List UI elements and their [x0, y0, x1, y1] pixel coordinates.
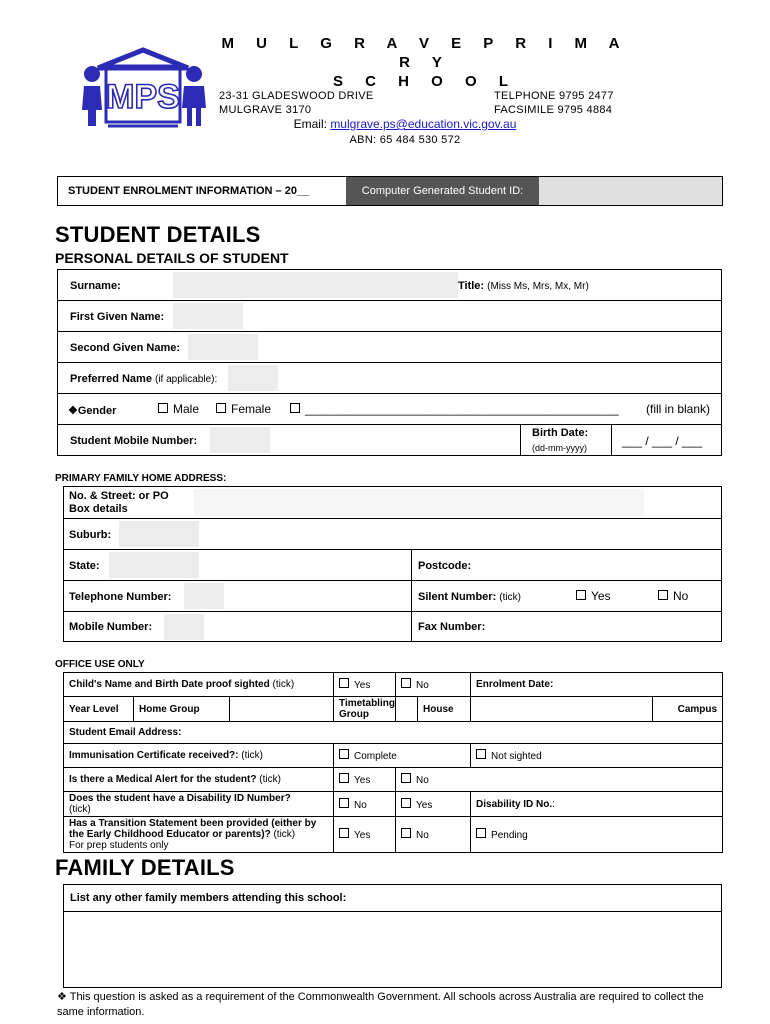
title-label-text: Title: [458, 280, 485, 292]
timetabling-group-field[interactable] [396, 697, 418, 722]
silent-no-checkbox[interactable] [658, 590, 668, 600]
title-label [458, 280, 589, 292]
school-fax: FACSIMILE 9795 4884 [494, 104, 613, 116]
silent-yes-label: Yes [591, 589, 611, 603]
transition-yes-label: Yes [354, 830, 371, 841]
medical-yes-label: Yes [354, 775, 371, 786]
footnote: ❖ This question is asked as a requirement of the Commonwealth Government. All schools across Australia are required to collect the same information. [57, 991, 704, 1018]
street-label: No. & Street: or PO Box details [69, 490, 169, 515]
proof-sighted-label: Child's Name and Birth Date proof sighted [69, 679, 270, 690]
proof-yes-checkbox[interactable] [339, 678, 349, 688]
address-line1: 23-31 GLADESWOOD DRIVE [219, 90, 374, 102]
disability-no-cell[interactable] [334, 792, 396, 817]
disability-row [64, 792, 723, 817]
family-details-box [63, 884, 722, 988]
silent-no-option[interactable] [658, 589, 688, 603]
other-gender-checkbox[interactable] [290, 403, 300, 413]
student-details-heading: STUDENT DETAILS [55, 222, 261, 247]
fill-in-blank-note: (fill in blank) [646, 402, 711, 416]
school-abn: ABN: 65 484 530 572 [349, 134, 461, 146]
telephone-label: Telephone Number: [69, 591, 172, 603]
birth-divider-left [520, 425, 521, 456]
office-use-heading: OFFICE USE ONLY [55, 659, 145, 670]
family-mobile-field[interactable] [164, 614, 204, 640]
birth-divider-right [611, 425, 612, 456]
preferred-name-text: Preferred Name [70, 373, 152, 385]
proof-sighted-note: (tick) [272, 679, 295, 690]
mobile-birth-row [58, 425, 721, 456]
male-checkbox[interactable] [158, 403, 168, 413]
preferred-name-note: (if applicable): [155, 374, 218, 385]
school-name-line2: S C H O O L [332, 73, 517, 90]
complete-cell[interactable] [334, 744, 471, 768]
surname-field[interactable] [173, 272, 458, 298]
house-field[interactable] [471, 697, 653, 722]
transition-pending-cell[interactable] [471, 817, 723, 853]
year-level-label: Year Level [64, 697, 134, 722]
telephone-field[interactable] [184, 583, 224, 609]
disability-id-label: Disability ID No. [476, 798, 553, 810]
gender-female-option[interactable] [216, 402, 271, 416]
disability-note: (tick) [69, 804, 91, 815]
second-name-label: Second Given Name: [70, 342, 181, 354]
disability-id-colon: : [552, 798, 555, 810]
male-label: Male [173, 402, 200, 416]
street-field[interactable] [194, 489, 644, 516]
state-postcode-row [64, 550, 721, 581]
gender-label: ❖Gender [68, 405, 117, 417]
school-name-line1: M U L G R A V E P R I M A R Y [221, 35, 629, 71]
birth-date-field[interactable]: ___ / ___ / ___ [622, 434, 703, 448]
medical-no-checkbox[interactable] [401, 773, 411, 783]
house-label: House [418, 697, 471, 722]
home-group-label: Home Group [134, 697, 230, 722]
gender-male-option[interactable] [158, 402, 199, 416]
school-logo [78, 46, 208, 130]
medical-yes-cell[interactable] [334, 768, 396, 792]
school-email-line [230, 117, 580, 131]
family-members-label: List any other family members attending this school: [70, 892, 347, 904]
school-address [219, 89, 374, 117]
address-box [63, 486, 722, 642]
student-id-field[interactable] [539, 177, 722, 205]
silent-no-label: No [673, 589, 689, 603]
family-mobile-label: Mobile Number: [69, 621, 153, 633]
disability-cell [64, 792, 334, 817]
title-options: (Miss Ms, Mrs, Mx, Mr) [487, 281, 589, 292]
family-details-heading: FAMILY DETAILS [55, 855, 235, 880]
logo-text: MPS [106, 78, 180, 116]
student-mobile-label: Student Mobile Number: [70, 435, 198, 447]
proof-yes-cell[interactable] [334, 673, 396, 697]
campus-label: Campus [653, 697, 723, 722]
disability-id-cell [471, 792, 723, 817]
prep-only-note: For prep students only [69, 840, 169, 851]
disability-no-checkbox[interactable] [339, 798, 349, 808]
first-name-row [58, 301, 721, 332]
family-members-row [64, 885, 721, 912]
not-sighted-checkbox[interactable] [476, 749, 486, 759]
school-email-link[interactable]: mulgrave.ps@education.vic.gov.au [330, 117, 517, 131]
surname-label: Surname: [70, 280, 121, 292]
office-use-table [63, 672, 723, 853]
student-id-label: Computer Generated Student ID: [346, 177, 539, 205]
transition-yes-checkbox[interactable] [339, 828, 349, 838]
female-checkbox[interactable] [216, 403, 226, 413]
transition-note: (tick) [273, 829, 296, 840]
home-group-field[interactable] [230, 697, 334, 722]
disability-yes-label: Yes [416, 799, 433, 811]
school-contact [494, 89, 614, 117]
transition-no-checkbox[interactable] [401, 828, 411, 838]
female-label: Female [231, 402, 272, 416]
silent-yes-option[interactable] [576, 589, 611, 603]
student-email-row [64, 722, 723, 744]
disability-label: Does the student have a Disability ID Number? [69, 793, 291, 804]
gender-row [58, 394, 721, 425]
preferred-name-field[interactable] [228, 365, 278, 391]
email-label: Email: [293, 117, 327, 131]
personal-details-heading: PERSONAL DETAILS OF STUDENT [55, 250, 289, 266]
medical-no-label: No [416, 775, 429, 786]
address-line2: MULGRAVE 3170 [219, 104, 312, 116]
silent-number-note: (tick) [499, 592, 521, 603]
personal-details-box [57, 269, 722, 456]
transition-label: Has a Transition Statement been provided (either by the Early Childhood Educator or parents)? [69, 818, 317, 840]
mobile-fax-row [64, 612, 721, 642]
not-sighted-label: Not sighted [491, 751, 542, 762]
telephone-row [64, 581, 721, 612]
postcode-label: Postcode: [418, 560, 472, 572]
enrolment-info-title: STUDENT ENROLMENT INFORMATION – 20__ [58, 177, 346, 205]
timetabling-group-label: Timetabling Group [334, 697, 396, 722]
medical-alert-note: (tick) [259, 774, 281, 785]
medical-no-cell[interactable] [396, 768, 723, 792]
family-members-field[interactable] [64, 912, 721, 987]
street-row [64, 487, 721, 519]
student-mobile-field[interactable] [210, 427, 270, 453]
preferred-name-row [58, 363, 721, 394]
school-name [220, 34, 630, 91]
proof-no-label: No [416, 680, 429, 691]
birth-date-format: (dd-mm-yyyy) [532, 443, 587, 453]
immunisation-row [64, 744, 723, 768]
disability-yes-checkbox[interactable] [401, 798, 411, 808]
transition-no-cell[interactable] [396, 817, 471, 853]
enrolment-date-label: Enrolment Date: [471, 673, 723, 697]
enrolment-header-bar [57, 176, 723, 206]
complete-label: Complete [354, 751, 397, 762]
disability-no-label: No [354, 799, 367, 811]
gender-other-option[interactable] [290, 402, 619, 416]
proof-yes-label: Yes [354, 680, 371, 691]
proof-sighted-row [64, 673, 723, 697]
second-name-field[interactable] [188, 334, 258, 360]
transition-no-label: No [416, 830, 429, 841]
medical-yes-checkbox[interactable] [339, 773, 349, 783]
complete-checkbox[interactable] [339, 749, 349, 759]
groups-row [64, 697, 723, 722]
disability-yes-cell[interactable] [396, 792, 471, 817]
state-label: State: [69, 560, 100, 572]
suburb-row [64, 519, 721, 550]
address-heading: PRIMARY FAMILY HOME ADDRESS: [55, 473, 227, 484]
medical-alert-cell [64, 768, 334, 792]
transition-row [64, 817, 723, 853]
state-field[interactable] [109, 552, 199, 578]
first-name-label: First Given Name: [70, 311, 165, 323]
silent-yes-checkbox[interactable] [576, 590, 586, 600]
surname-row [58, 270, 721, 301]
pending-checkbox[interactable] [476, 828, 486, 838]
second-name-row [58, 332, 721, 363]
proof-sighted-cell [64, 673, 334, 697]
transition-yes-cell[interactable] [334, 817, 396, 853]
telephone-divider [411, 581, 412, 611]
gender-fill-blank-line[interactable]: _______________________________________________ [305, 402, 619, 416]
birth-date-label: Birth Date: [532, 427, 589, 439]
fax-label: Fax Number: [418, 621, 486, 633]
school-phone: TELPHONE 9795 2477 [494, 90, 614, 102]
silent-number-text: Silent Number: [418, 591, 497, 603]
pending-label: Pending [491, 830, 528, 841]
immunisation-note: (tick) [241, 750, 263, 761]
suburb-field[interactable] [119, 521, 199, 547]
transition-cell [64, 817, 334, 853]
first-name-field[interactable] [173, 303, 243, 329]
silent-number-label [418, 591, 521, 603]
immunisation-cell [64, 744, 334, 768]
medical-alert-label: Is there a Medical Alert for the student? [69, 774, 257, 785]
suburb-label: Suburb: [69, 529, 112, 541]
preferred-name-label [70, 373, 217, 385]
mobile-divider [411, 612, 412, 642]
medical-alert-row [64, 768, 723, 792]
not-sighted-cell[interactable] [471, 744, 723, 768]
immunisation-label: Immunisation Certificate received?: [69, 750, 239, 761]
proof-no-checkbox[interactable] [401, 678, 411, 688]
proof-no-cell[interactable] [396, 673, 471, 697]
state-divider [411, 550, 412, 580]
student-email-label: Student Email Address: [64, 722, 723, 744]
